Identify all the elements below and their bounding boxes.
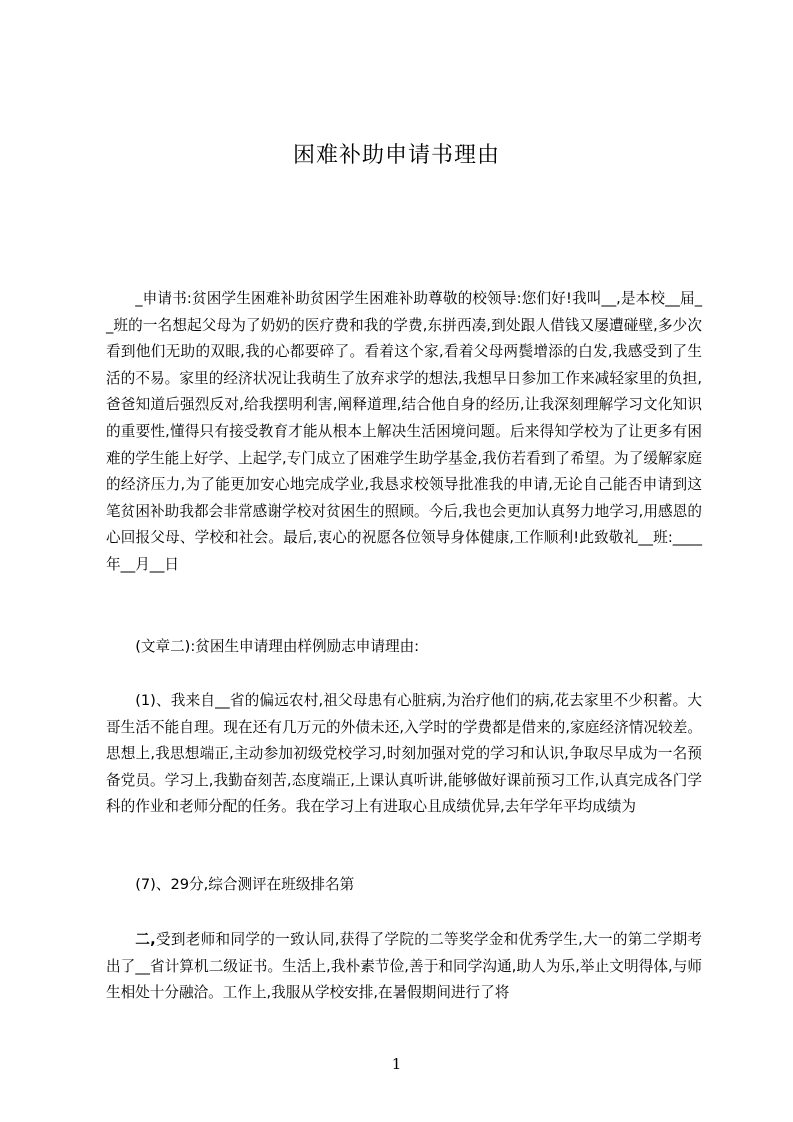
page-number: 1 [391,1055,402,1073]
section-two-text: 受到老师和同学的一致认同,获得了学院的二等奖学金和优秀学生,大一的第二学期考出了__省计算机二级证书。生活上,我朴素节俭,善于和同学沟通,助人为乐,举止文明得体,与师生相处十分融洽。工作上,我服从学校安排,在暑假期间进行了将 [106,931,703,1002]
paragraph-score-ranking: (7)、29分,综合测评在班级排名第 [135,876,355,893]
paragraph-section-two [106,927,702,1007]
paragraph-application-letter: _申请书:贫困学生困难补助贫困学生困难补助尊敬的校领导:您们好!我叫__,是本校__届__班的一名想起父母为了奶奶的医疗费和我的学费,东拼西凑,到处跟人借钱又屡遭碰壁,多少次看到他们无助的双眼,我的心都要碎了。看着这个家,看着父母两鬓增添的白发,我感受到了生活的不易。家里的经济状况让我萌生了放弃求学的想法,我想早日参加工作来减轻家里的负担,爸爸知道后强烈反对,给我摆明利害,阐释道理,结合他自身的经历,让我深刻理解学习文化知识的重要性,懂得只有接受教育才能从根本上解决生活困境问题。后来得知学校为了让更多有困难的学生能上好学、上起学,专门成立了困难学生助学基金,我仿若看到了希望。为了缓解家庭的经济压力,为了能更加安心地完成学业,我恳求校领导批准我的申请,无论自己能否申请到这笔贫困补助我都会非常感谢学校对贫困生的照顾。今后,我也会更加认真努力地学习,用感恩的心回报父母、学校和社会。最后,衷心的祝愿各位领导身体健康,工作顺利!此致敬礼__班:____年__月__日 [106,290,702,573]
section-two-lead: 二, [135,931,156,948]
paragraph-background: (1)、我来自__省的偏远农村,祖父母患有心脏病,为治疗他们的病,花去家里不少积蓄。大哥生活不能自理。现在还有几万元的外债未还,入学时的学费都是借来的,家庭经济情况较差。思想上,我思想端正,主动参加初级党校学习,时刻加强对党的学习和认识,争取尽早成为一名预备党员。学习上,我勤奋刻苦,态度端正,上课认真听讲,能够做好课前预习工作,认真完成各门学科的作业和老师分配的任务。我在学习上有进取心且成绩优异,去年学年平均成绩为 [106,692,702,816]
document-title: 困难补助申请书理由 [292,143,500,168]
paragraph-article-two-heading: (文章二):贫困生申请理由样例励志申请理由: [135,638,420,655]
